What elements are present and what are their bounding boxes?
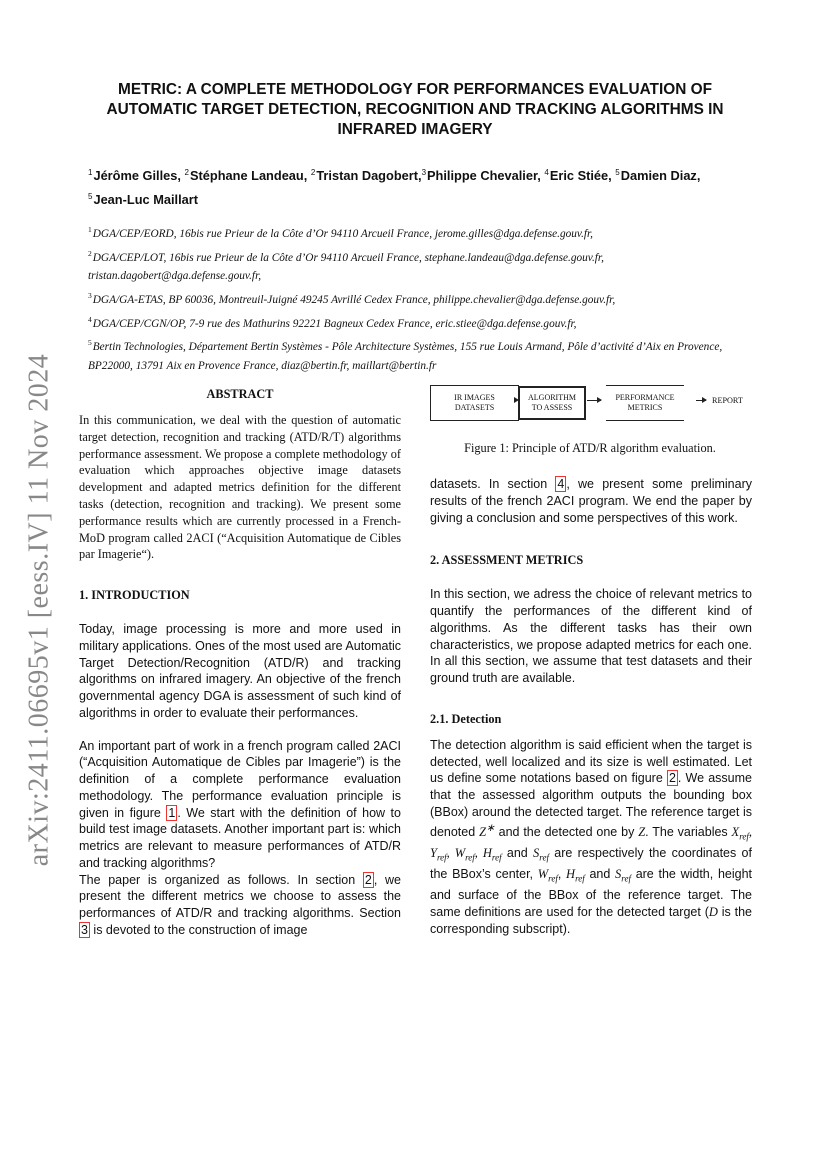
affiliation-text: DGA/CEP/LOT, 16bis rue Prieur de la Côte d’Or 94110 Arcueil France, stephane.landeau@dga.defense.gouv.fr, tristan.dagobert@dga.defense.gouv.fr, [88,251,604,282]
box-label: DATASETS [454,403,495,412]
affiliation-text: DGA/CEP/EORD, 16bis rue Prieur de la Côte d’Or 94110 Arcueil France, jerome.gilles@dga.defense.gouv.fr, [92,228,594,240]
text-run: , we present the different metrics we choose to assess the performances of ATD/R and tracking algorithms. Section [79,872,401,921]
text-run: are respectively the coordinates of the BBox’s center, [430,845,752,882]
author-affil-number: 1 [88,168,93,177]
abstract-heading: ABSTRACT [206,387,274,401]
math-symbol: $S_{ref}$ [533,845,549,863]
algorithm-to-assess-box [518,386,586,420]
author-name: Tristan Dagobert, [316,168,422,183]
title-line: METRIC: A COMPLETE METHODOLOGY FOR PERFORMANCES EVALUATION OF [118,81,712,98]
author-affil-number: 2 [310,168,316,177]
paper-title [70,80,760,140]
title-line: INFRARED IMAGERY [337,121,493,138]
author-affil-number: 4 [544,168,549,177]
section-heading-introduction: 1. INTRODUCTION [79,588,190,603]
text-run: . We start with the definition of how to build test image datasets. Another important part is: which metrics are relevant to measure performances of ATD/R and tracking algorithms? [79,805,401,870]
author-name: Damien Diaz, [620,168,701,183]
text-run: datasets. In section [430,477,556,491]
math-symbol: D [708,905,718,920]
text-run: . The variables [645,824,732,839]
arxiv-id-text: arXiv:2411.06695v1 [eess.IV] 11 Nov 2024 [23,353,55,867]
section-continuation-paragraph [430,476,752,526]
section-reference-link[interactable]: 2 [364,872,372,887]
author-affil-number: 2 [184,168,189,177]
left-column [79,382,401,939]
author-list [88,162,768,210]
box-label: TO ASSESS [531,403,573,412]
math-symbol: $X_{ref}$, $Y_{ref}$, $W_{ref}$, $H_{ref}$ [430,824,752,863]
affiliation-number: 5 [88,338,92,348]
affiliation-item [88,221,760,243]
author-name: Jean-Luc Maillart [93,192,198,207]
math-symbol: Z [638,824,646,839]
author-name: Jérôme Gilles, [93,168,181,183]
text-run: The paper is organized as follows. In section [79,872,363,887]
author-affil-number: 5 [88,192,93,201]
affiliation-item [88,245,760,285]
arxiv-identifier-sidebar [14,340,64,880]
box-label: ALGORITHM [528,393,576,402]
text-run: The detection algorithm is said efficient when the target is detected, well localized and its size is well estimated. Let us define some notations based on figure [430,737,752,786]
author-affil-number: 5 [615,168,620,177]
figure-1-diagram [430,372,760,422]
text-run: and [501,845,534,860]
intro-paragraph [79,738,401,872]
math-symbol: $W_{ref}$ [537,867,558,884]
subsection-heading-detection: 2.1. Detection [430,711,502,726]
box-label: PERFORMANCE [615,393,675,402]
affiliation-number: 4 [88,314,92,324]
affiliation-text: DGA/CEP/CGN/OP, 7-9 rue des Mathurins 92221 Bagneux Cedex France, eric.stiee@dga.defense.gouv.fr, [92,317,577,330]
math-symbol: $H_{ref}$ [566,867,585,884]
detection-paragraph: The detection algorithm is said efficient when the target is detected, well localized and its size is well estimated. Let us define some notations based on figure 2 . We assume that the assessed algorithm outputs the bounding box (BBox) around the detected target. The reference target is denoted Z∗ and the detected one by Z. The variables $X_{ref}$, $Y_{ref}$, $W_{ref}$, $H_{ref}$ and $S_{ref}$ are respectively the coordinates of the BBox’s center, $W_{ref}$, $H_{ref}$ and $S_{ref}$ are the width, height and surface of the BBox of the reference target. The same definitions are used for the detected target (D is the corresponding subscript). [430,737,753,936]
section-reference-link[interactable]: 4 [557,477,565,491]
arrow-icon [587,400,601,401]
section-heading-assessment-metrics: 2. ASSESSMENT METRICS [430,553,584,568]
affiliation-number: 3 [88,290,92,300]
author-affil-number: 3 [421,168,427,177]
affiliation-list [88,221,760,376]
performance-metrics-box [606,385,684,421]
box-label: METRICS [627,403,663,412]
affiliation-item [88,287,760,309]
text-run: An important part of work in a french program called 2ACI (“Acquisition Automatique de Cibles par Imagerie”) is the definition of a complete performance evaluation methodology. The performance evaluation principle is given in figure [79,738,401,820]
title-line: AUTOMATIC TARGET DETECTION, RECOGNITION AND TRACKING ALGORITHMS IN [106,101,724,118]
text-run: . We assume that the assessed algorithm outputs the bounding box (BBox) around the detected target. The reference target is denoted [430,771,752,839]
text-run: and [584,867,616,882]
affiliation-number: 1 [88,225,92,234]
affiliation-text: Bertin Technologies, Département Bertin Systèmes - Pôle Architecture Systèmes, 155 rue Louis Armand, Pôle d’activité d’Aix en Provence, BP22000, 13791 Aix en Provence France, diaz@bertin.fr, maillart@bertin.fr [88,341,723,372]
affiliation-item [88,311,760,333]
author-name: Stéphane Landeau, [189,168,308,183]
affiliation-text: DGA/GA-ETAS, BP 60036, Montreuil-Juigné 49245 Avrillé Cedex France, philippe.chevalier@dga.defense.gouv.fr, [92,293,616,306]
affiliation-number: 2 [88,248,92,258]
figure-caption: Figure 1: Principle of ATD/R algorithm evaluation. [464,441,716,455]
figure-reference-link[interactable]: 1 [168,805,176,820]
assessment-paragraph: In this section, we adress the choice of relevant metrics to quantify the performances of the different kind of algorithms. As the different tasks has their own characteristics, we propose adapted metrics for each one. In all this section, we assume that test datasets and their ground truth are available. [430,587,752,685]
text-run: is the corresponding subscript). [430,905,752,936]
text-run: and the detected one by [494,824,639,839]
text-run: is devoted to the construction of image [89,922,308,937]
right-column [430,372,752,938]
abstract-text: In this communication, we deal with the question of automatic target detection, recognition and tracking (ATD/R/T) algorithms performance assessment. We propose a complete methodology of evaluation which approaches objective image datasets development and adapted metrics definition for the different tasks (detection, recognition and tracking). We present some performance results which are currently processed in a French-MoD program called 2ACI (“Acquisition Automatique de Cibles par Imagerie“). [79,413,401,562]
math-symbol: Z∗ [479,822,495,839]
box-label: IR IMAGES [454,393,495,402]
arrow-icon [696,400,706,401]
author-name: Philippe Chevalier, [427,168,541,183]
text-run: are the width, height and surface of the BBox of the reference target. The same definitions are used for the detected target ( [430,867,753,920]
intro-paragraph [79,872,401,939]
section-reference-link[interactable]: 3 [81,922,88,937]
ir-images-datasets-box [430,385,519,421]
intro-paragraph: Today, image processing is more and more used in military applications. Ones of the most used are Automatic Target Detection/Recognition (ATD/R) and tracking algorithms on infrared imagery. An objective of the french governmental agency DGA is assessment of such kind of algorithms in order to evaluate their performances. [79,622,401,720]
author-name: Eric Stiée, [549,168,612,183]
math-symbol: $S_{ref}$ [615,867,631,884]
figure-reference-link[interactable]: 2 [668,771,676,786]
report-label: REPORT [712,396,743,405]
affiliation-item [88,334,760,374]
text-run: , we present some preliminary results of the french 2ACI program. We end the paper by giving a conclusion and some perspectives of this work. [430,477,752,525]
